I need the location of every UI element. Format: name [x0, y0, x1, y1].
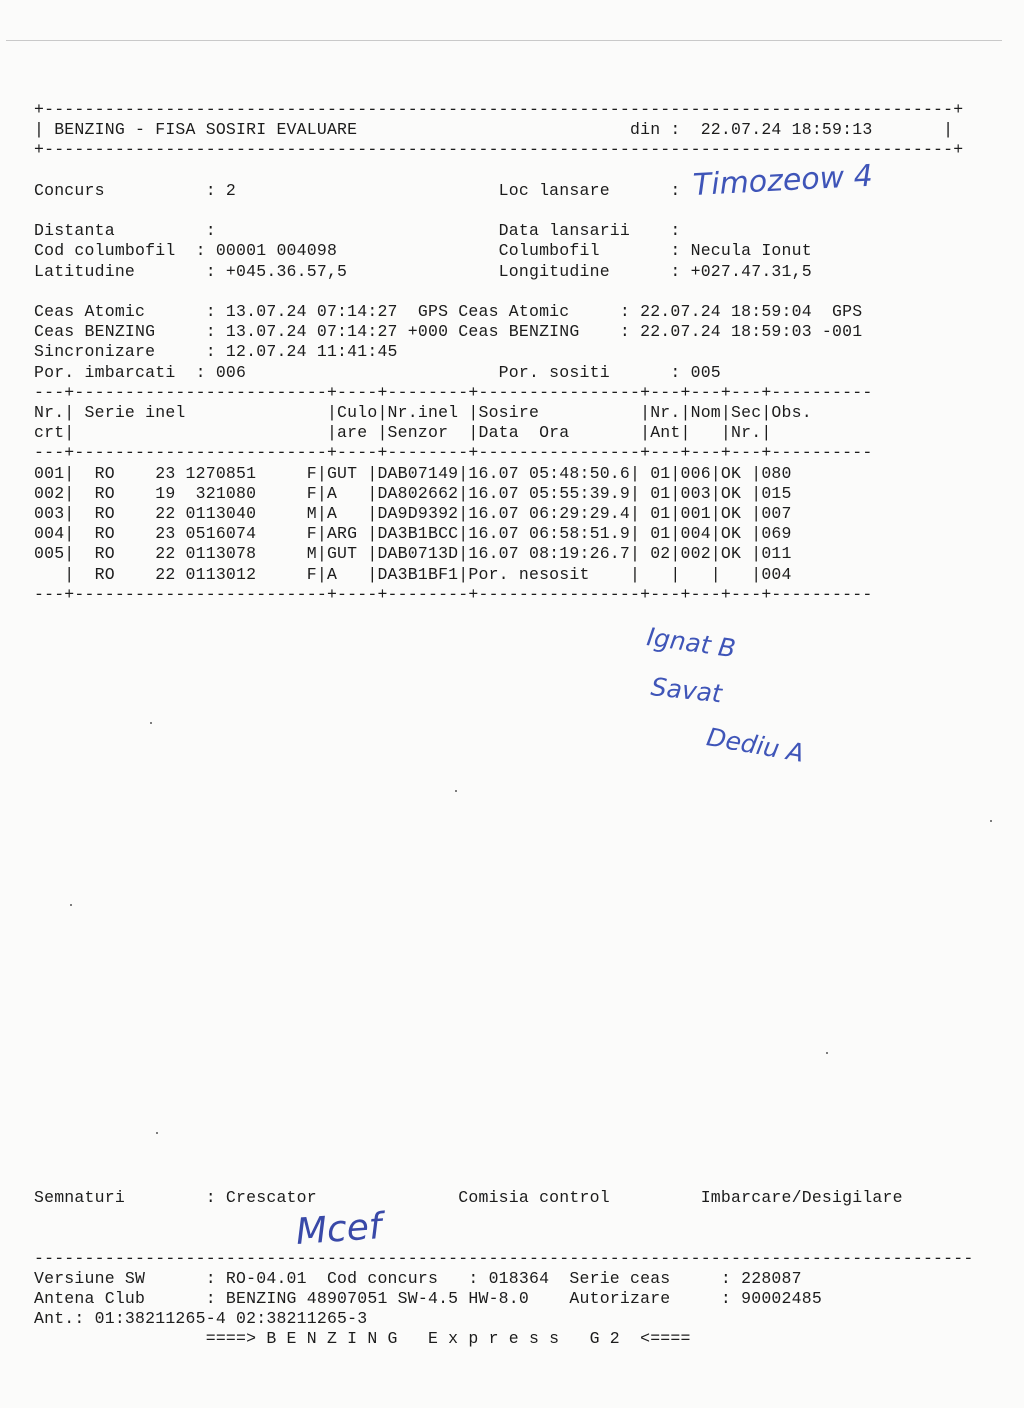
handwritten-release-location: Timozeow 4 [692, 158, 874, 203]
evaluation-sheet-footer: Semnaturi : Crescator Comisia control Imbarcare/Desigilare --------------------------------------------------------------------------------------------- Versiune SW : RO-04.01 Cod concurs : 018364 Serie ceas : 228087 Antena Club : BENZING 48907051 SW-4.5 HW-8.0 Autorizare : 90002485 Ant.: 01:38211265-4 02:38211265-3 ====> B E N Z I N G E x p r e s s G 2 <==== [34, 1188, 974, 1349]
handwritten-signature-1: Ignat B [644, 622, 738, 664]
scan-speck [70, 904, 72, 906]
handwritten-signature-3: Dediu A [704, 722, 807, 768]
handwritten-signature-2: Savat [649, 672, 724, 709]
scan-speck [150, 722, 152, 724]
scan-speck [455, 790, 457, 792]
scan-speck [826, 1052, 828, 1054]
handwritten-crescator-signature: Mcef [294, 1206, 383, 1253]
evaluation-sheet-top: +------------------------------------------------------------------------------------------+ | BENZING - FISA SOSIRI EVALUARE din : 22.07.24 18:59:13 | +------------------------------------------------------------------------------------------+ Concurs : 2 Loc lansare : Distanta : Data lansarii : Cod columbofil : 00001 004098 Columbofil : Necula Ionut Latitudine : +045.36.57,5 Longitudine : +027.47.31,5 Ceas Atomic : 13.07.24 07:14:27 GPS Ceas Atomic : 22.07.24 18:59:04 GPS Ceas BENZING : 13.07.24 07:14:27 +000 Ceas BENZING : 22.07.24 18:59:03 -001 Sincronizare : 12.07.24 11:41:45 Por. imbarcati : 006 Por. sositi : 005 ---+-------------------------+----+--------+----------------+---+---+---+---------- Nr.| Serie inel |Culo|Nr.inel |Sosire |Nr.|Nom|Sec|Obs. crt| |are |Senzor |Data Ora |Ant| |Nr.| ---+-------------------------+----+--------+----------------+---+---+---+---------- 001| RO 23 1270851 F|GUT |DAB07149|16.07 05:48:50.6| 01|006|OK |080 002| RO 19 321080 F|A |DA802662|16.07 05:55:39.9| 01|003|OK |015 003| RO 22 0113040 M|A |DA9D9392|16.07 06:29:29.4| 01|001|OK |007 004| RO 23 0516074 F|ARG |DA3B1BCC|16.07 06:58:51.9| 01|004|OK |069 005| RO 22 0113078 M|GUT |DAB0713D|16.07 08:19:26.7| 02|002|OK |011 | RO 22 0113012 F|A |DA3B1BF1|Por. nesosit | | | |004 ---+-------------------------+----+--------+----------------+---+---+---+---------- [34, 100, 964, 604]
scan-speck [990, 820, 992, 822]
scan-speck [156, 1132, 158, 1134]
scan-top-line [6, 40, 1002, 41]
